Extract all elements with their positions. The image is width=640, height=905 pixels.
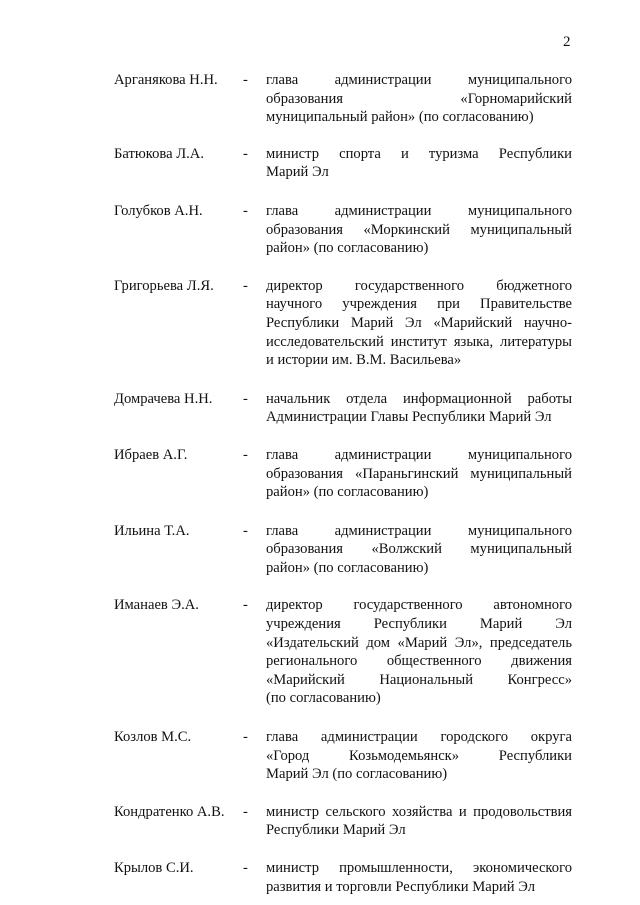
page-number: 2: [563, 34, 571, 50]
position-line: Республики Марий Эл «Марийский научно-: [266, 314, 572, 331]
position-line: регионального общественного движения: [266, 653, 572, 670]
member-name: Голубков А.Н.: [114, 202, 203, 219]
member-name: Ильина Т.А.: [114, 522, 190, 539]
position-line: район» (по согласованию): [266, 484, 429, 501]
position-line: министр промышленности, экономического: [266, 860, 572, 876]
position-line: образования «Моркинский муниципальный: [266, 221, 572, 238]
position-line: (по согласованию): [266, 690, 381, 707]
position-line: научного учреждения при Правительстве: [266, 296, 572, 313]
dash-separator: -: [243, 860, 248, 876]
position-line: глава администрации муниципального: [266, 522, 572, 539]
position-line: район» (по согласованию): [266, 240, 429, 257]
position-line: «Город Козьмодемьянск» Республики: [266, 747, 572, 764]
position-line: учреждения Республики Марий Эл: [266, 616, 572, 633]
position-line: Марий Эл: [266, 164, 329, 181]
position-line: Администрации Главы Республики Марий Эл: [266, 409, 552, 426]
member-name: Кондратенко А.В.: [114, 803, 225, 820]
position-line: и истории им. В.М. Васильева»: [266, 352, 462, 369]
position-line: Марий Эл (по согласованию): [266, 766, 448, 783]
member-position: [266, 446, 572, 502]
member-name: Ибраев А.Г.: [114, 446, 188, 463]
member-position: [266, 145, 572, 182]
dash-separator: -: [243, 597, 248, 614]
dash-separator: -: [243, 522, 248, 539]
member-position: [266, 71, 572, 127]
position-line: «Марийский Национальный Конгресс»: [266, 671, 572, 688]
list-item: [0, 390, 640, 427]
dash-separator: -: [243, 277, 248, 294]
dash-separator: -: [243, 729, 248, 746]
list-item: [0, 71, 640, 127]
list-item: [0, 202, 640, 258]
member-position: [266, 803, 572, 840]
member-position: [266, 596, 572, 708]
position-line: исследовательский институт языка, литературы: [266, 333, 572, 350]
position-line: Республики Марий Эл: [266, 822, 406, 839]
member-name: Арганякова Н.Н.: [114, 72, 218, 88]
member-position: [266, 859, 572, 896]
member-name: Григорьева Л.Я.: [114, 277, 214, 294]
list-item: [0, 277, 640, 370]
member-position: [266, 728, 572, 784]
member-name: Батюкова Л.А.: [114, 145, 204, 162]
dash-separator: -: [243, 390, 248, 407]
dash-separator: -: [243, 803, 248, 820]
list-item: [0, 446, 640, 502]
member-position: [266, 390, 572, 427]
position-line: «Издательский дом «Марий Эл», председатель: [266, 634, 572, 651]
dash-separator: -: [243, 202, 248, 219]
position-line: образования «Волжский муниципальный: [266, 541, 572, 558]
position-line: директор государственного бюджетного: [266, 277, 572, 294]
member-name: Иманаев Э.А.: [114, 597, 199, 614]
member-name: Домрачева Н.Н.: [114, 390, 213, 407]
position-line: образования «Горномарийский: [266, 90, 572, 107]
dash-separator: -: [243, 446, 248, 463]
position-line: глава администрации муниципального: [266, 202, 572, 219]
position-line: глава администрации муниципального: [266, 446, 572, 463]
member-list: [0, 71, 640, 896]
position-line: район» (по согласованию): [266, 559, 429, 576]
dash-separator: -: [243, 145, 248, 162]
position-line: министр сельского хозяйства и продовольствия: [266, 803, 572, 820]
position-line: начальник отдела информационной работы: [266, 390, 572, 407]
list-item: [0, 728, 640, 784]
member-position: [266, 522, 572, 578]
position-line: развития и торговли Республики Марий Эл: [266, 878, 535, 895]
position-line: глава администрации муниципального: [266, 72, 572, 88]
member-name: Козлов М.С.: [114, 729, 192, 746]
list-item: [0, 859, 640, 896]
dash-separator: -: [243, 72, 248, 88]
list-item: [0, 145, 640, 182]
position-line: муниципальный район» (по согласованию): [266, 109, 534, 126]
list-item: [0, 596, 640, 708]
position-line: образования «Параньгинский муниципальный: [266, 465, 572, 482]
position-line: глава администрации городского округа: [266, 729, 572, 746]
position-line: директор государственного автономного: [266, 597, 572, 614]
list-item: [0, 522, 640, 578]
member-position: [266, 202, 572, 258]
position-line: министр спорта и туризма Республики: [266, 145, 572, 162]
member-name: Крылов С.И.: [114, 860, 194, 876]
member-position: [266, 277, 572, 370]
list-item: [0, 803, 640, 840]
